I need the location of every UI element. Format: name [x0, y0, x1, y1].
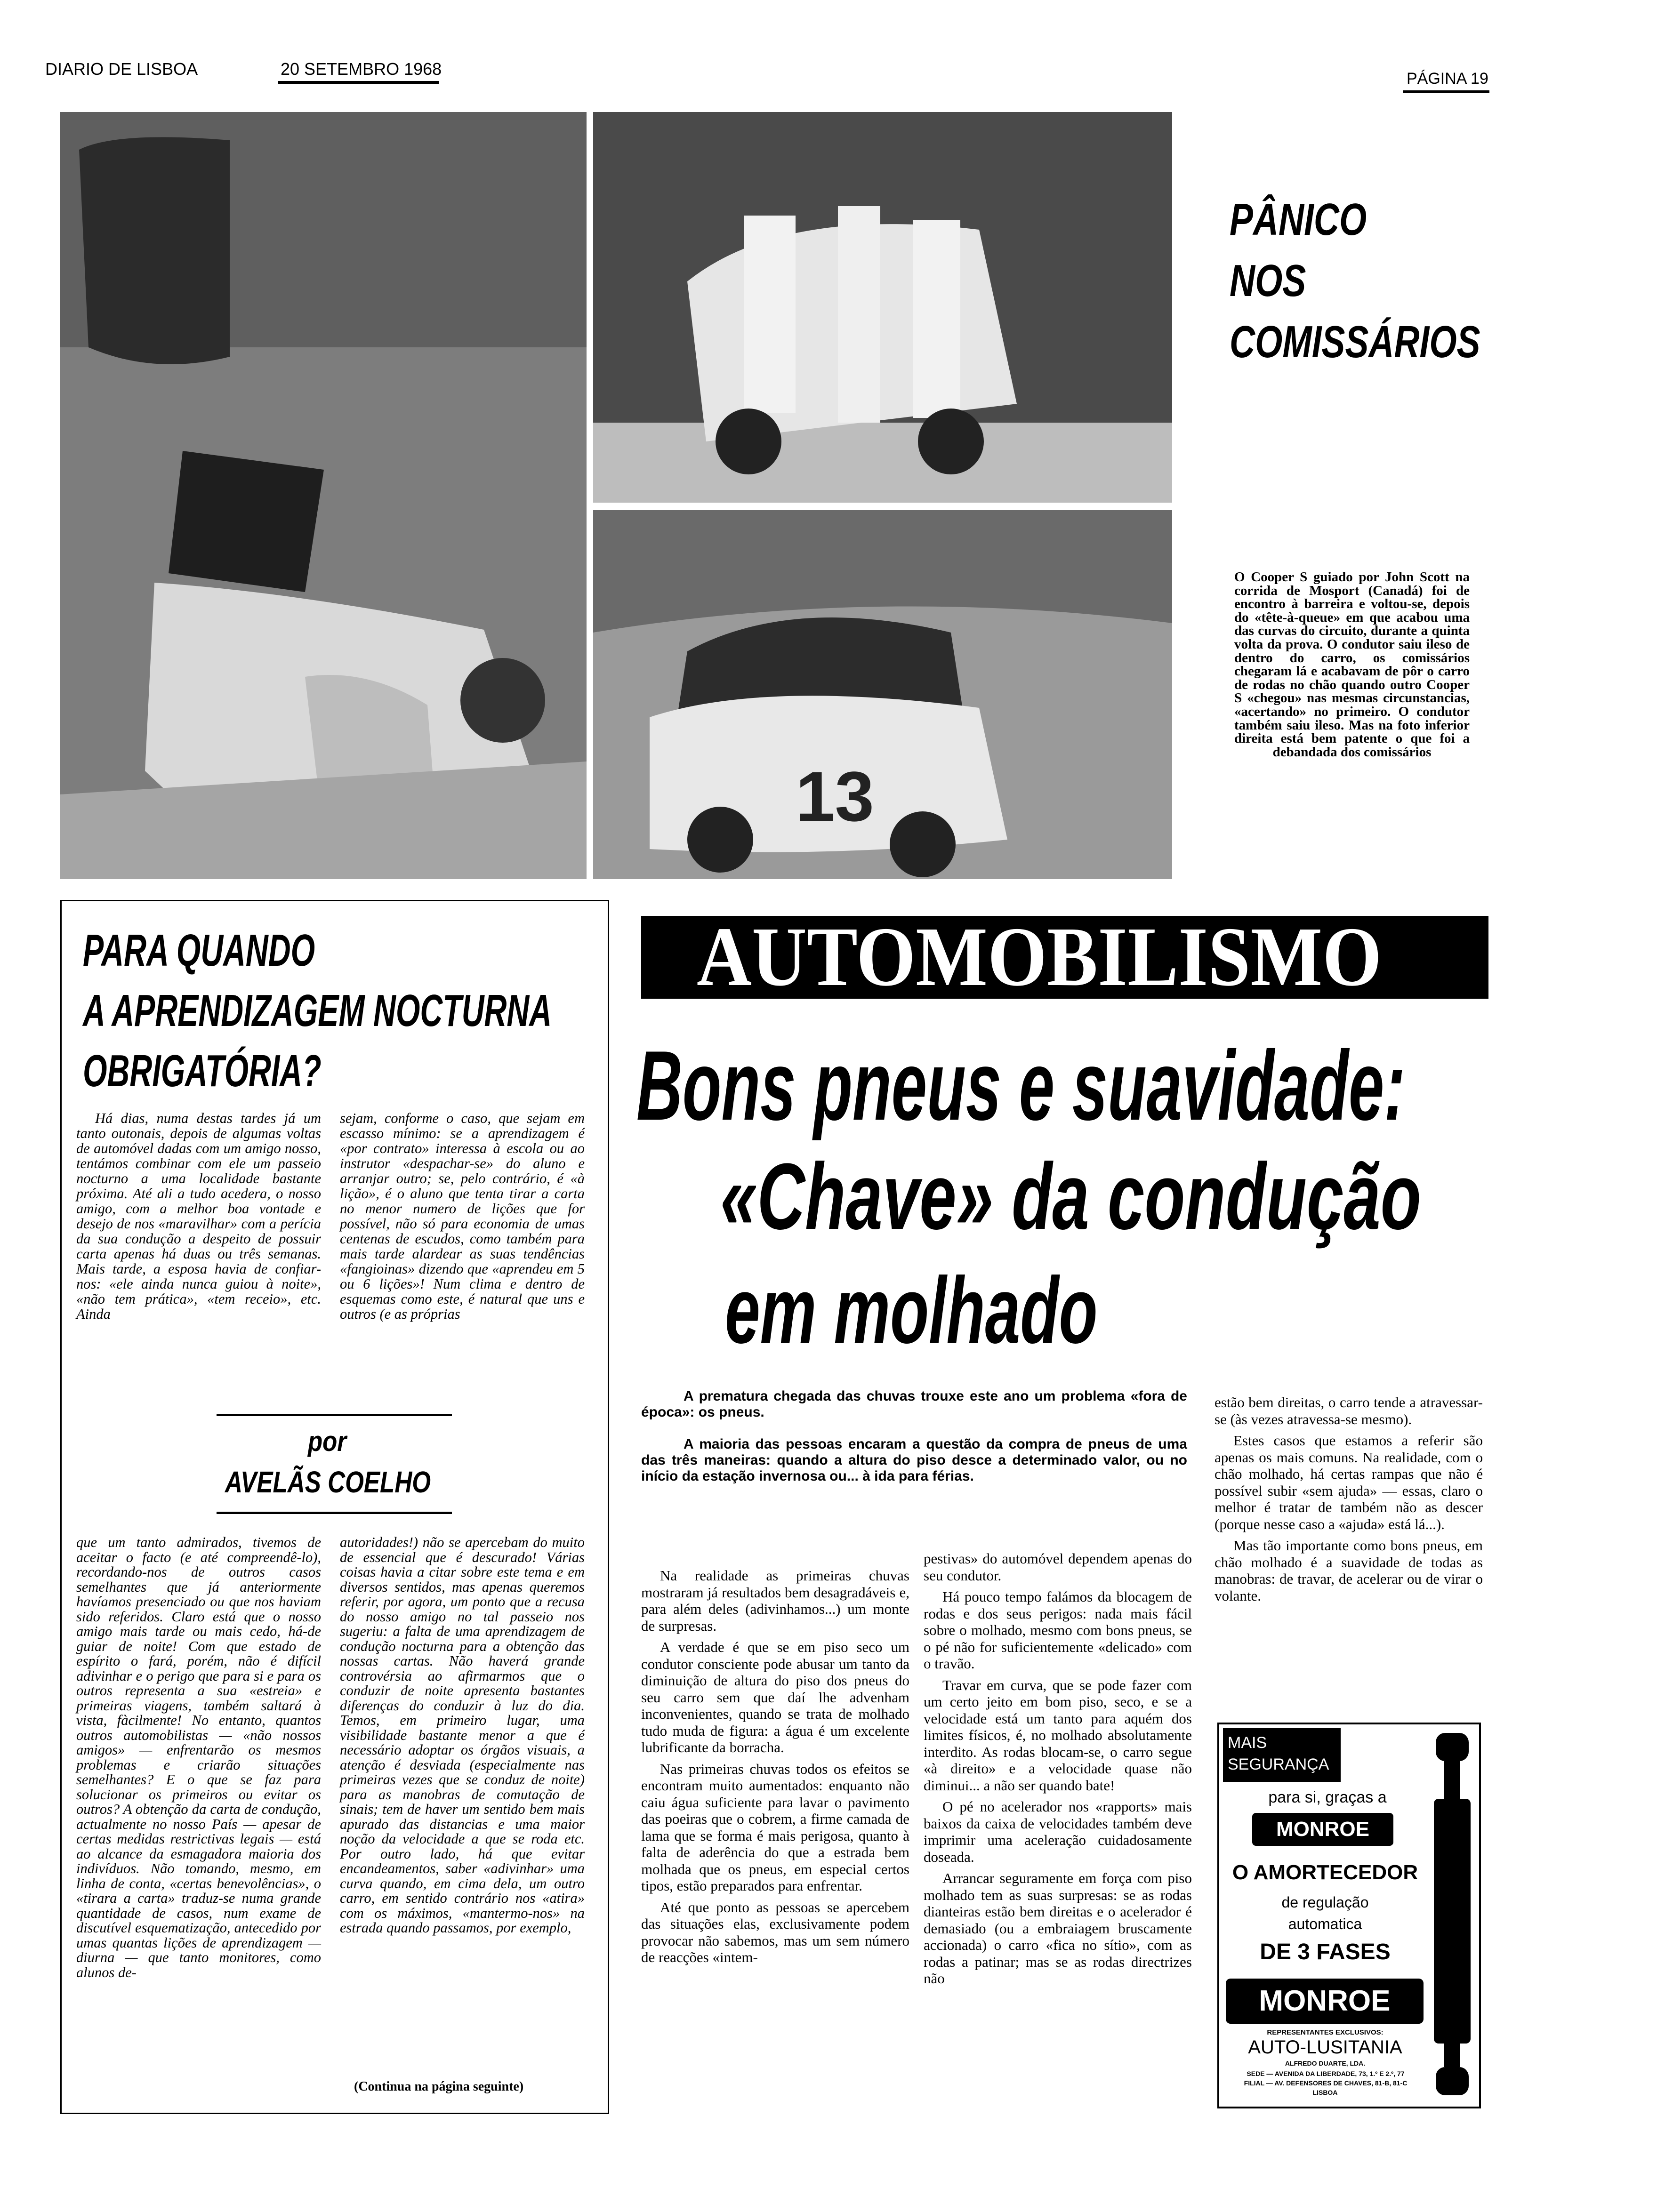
left-article-col1-top: Há dias, numa destas tardes já um tanto outonais, depois de algumas voltas de automóvel dadas com um amigo nosso, tentámos combinar com ele um passeio nocturno a uma localidade bastante próxima. Até ali a tudo acedera, o nosso amigo, com a melhor boa vontade e desejo de nos «maravilhar» com a perícia da sua condução a despeito de possuir carta apenas há duas ou três semanas. Mais tarde, a esposa havia de confiar-nos: «ele ainda nunca guiou à noite», «não tem prática», «tem receio», etc. Ainda [76, 1110, 321, 1322]
advert-brand-small-text: MONROE [1276, 1818, 1369, 1841]
svg-text:13: 13 [796, 757, 874, 836]
byline-rule-bottom [217, 1512, 452, 1514]
col1-paragraph-2: A verdade é que se em piso seco um condutor consciente pode abusar um tanto da diminuição de altura do piso dos pneus do seu carro sem que daí lhe advenham inconvenientes, quando se trata de molhado tudo muda de figura: a água é um excelente lubrificante da borracha. [641, 1639, 909, 1755]
left-article-col1-bottom: que um tanto admirados, tivemos de aceitar o facto (e até compreendê-lo), recordando-nos de outros casos semelhantes que já anteriormente havíamos presenciado ou que nos haviam sido referidos. Claro está que o nosso amigo mais tarde ou mais cedo, há-de guiar de noite! Com que estado de espírito o fará, porém, não é difícil adivinhar e o perigo que para si e para os outros representa a sua «estreia» e primeiras viagens, também saltará à vista, fàcilmente! No entanto, quantos outros automobilistas — «não nossos amigos» — enfrentarão os mesmos problemas e criarão situações semelhantes? E o que se faz para solucionar os primeiros ou evitar os outros? A obtenção da carta de condução, actualmente no nosso País — apesar de certas medidas restrictivas legais — está ao alcance da esmagadora maioria dos indivíduos. Não tomando, mesmo, em linha de conta, «certas benevolências», o «tirara a carta» traduz-se numa grande quantidade de casos, num exame de discutível esquematização, antecedido por umas quantas lições de aprendizagem — diurna — que tanto monitores, como alunos de- [76, 1534, 321, 1980]
monroe-advert [1217, 1723, 1481, 2108]
byline-rule-top [217, 1414, 452, 1416]
main-article-col3 [1215, 1394, 1483, 1604]
advert-line-seguranca: SEGURANÇA [1228, 1755, 1329, 1773]
col2-paragraph-4: O pé no acelerador nos «rapports» mais baixos da caixa de velocidades também deve imprimir uma aceleração cuidadosamente doseada. [924, 1798, 1192, 1865]
left-headline-line-3: OBRIGATÓRIA? [83, 1046, 322, 1096]
left-article-col2-top: sejam, conforme o caso, que sejam em escasso mínimo: se a aprendizagem é «por contrato» interessa à escola ou ao instrutor «despachar-se» do aluno e arranjar outro; se, pelo contrário, é «à lição», é o aluno que tenta tirar a carta no menor numero de lições que for possível, não só para economia de umas centenas de escudos, como também para mais tarde alardear as suas tendências «fangioinas» dizendo que «aprendeu em 5 ou 6 lições»! Num clima e dentro de esquemas como este, é natural que uns e outros (e as próprias [340, 1110, 585, 1322]
byline-por: por [308, 1426, 347, 1457]
left-headline-line-1: PARA QUANDO [83, 925, 315, 976]
left-headline-line-2: A APRENDIZAGEM NOCTURNA [83, 986, 552, 1036]
date-underline [278, 81, 439, 84]
main-article-col1 [641, 1567, 909, 1966]
col3-paragraph-1: estão bem direitas, o carro tende a atravessar-se (às vezes atravessa-se mesmo). [1215, 1394, 1483, 1427]
col3-paragraph-2: Estes casos que estamos a referir são apenas os mais comuns. Na realidade, com o chão molhado, há certas rampas que não é possível subir «sem ajuda» — essas, claro o melhor é tratar de também não as descer (porque nesse caso a «ajuda» está lá...). [1215, 1432, 1483, 1532]
continued-note: (Continua na página seguinte) [354, 2079, 524, 2094]
advert-representatives: REPRESENTANTES EXCLUSIVOS: [1267, 2028, 1384, 2036]
advert-city: LISBOA [1312, 2089, 1338, 2096]
advert-line-automatica: automatica [1288, 1915, 1362, 1932]
photo-story-title [1230, 189, 1521, 373]
advert-address-2: FILIAL — AV. DEFENSORES DE CHAVES, 81-B, 81-C [1244, 2079, 1408, 2087]
advert-brand-small [1252, 1813, 1393, 1846]
page-number: PÁGINA 19 [1407, 70, 1488, 88]
photo-title-line-2: NOS [1230, 256, 1306, 306]
lead-paragraph-2: A maioria das pessoas encaram a questão da compra de pneus de uma das três maneiras: quando a altura do piso desce a determinado valor, ou no início da estação invernosa ou... à ida para férias. [641, 1436, 1187, 1484]
photo-overturned-car-closeup [60, 112, 587, 879]
photo-car-with-marshals [593, 112, 1172, 503]
advert-line-3-fases: DE 3 FASES [1260, 1940, 1391, 1964]
page-number-underline [1403, 90, 1489, 93]
col2-paragraph-3: Travar em curva, que se pode fazer com um certo jeito em bom piso, seco, e se a velocidade está um tanto para aquém dos limites físicos, é, no molhado absolutamente interdito. As rodas blocam-se, o carro segue «à direito» e a velocidade quase não diminui... a não ser quando bate! [924, 1676, 1192, 1794]
advert-line-amortecedor: O AMORTECEDOR [1232, 1861, 1418, 1884]
advert-brand-big-text: MONROE [1259, 1985, 1391, 2017]
advert-line-para-si: para si, graças a [1268, 1788, 1387, 1806]
col2-paragraph-2: Há pouco tempo falámos da blocagem de rodas e dos seus perigos: nada mais fácil sobre o molhado, mesmo com bons pneus, se o pé não for suficientemente «delicado» com o travão. [924, 1588, 1192, 1672]
advert-company: AUTO-LUSITANIA [1248, 2037, 1402, 2058]
col1-paragraph-3: Nas primeiras chuvas todos os efeitos se encontram muito aumentados: enquanto não caiu água suficiente para lavar o pavimento das poeiras que o cobrem, a firme camada de lama que se forma é mais perigosa, quanto à falta de aderência do que a estrada bem molhada que os pneus, em especial certos tipos, estão preparados para enfrentar. [641, 1760, 909, 1894]
main-article-col2 [924, 1550, 1192, 1987]
shock-absorber-illustration [1431, 1733, 1473, 2100]
advert-address-1: SEDE — AVENIDA DA LIBERDADE, 73, 1.º E 2.º, 77 [1247, 2070, 1405, 2077]
advert-company-sub: ALFREDO DUARTE, LDA. [1285, 2060, 1366, 2067]
left-article-col2-bottom: autoridades!) não se apercebam do muito de essencial que é descurado! Várias coisas havia a citar sobre este tema e em diversos sentidos, mas apenas queremos referir, por agora, um ponto que a recusa do nosso amigo no tal passeio nos sugeriu: a falta de uma aprendizagem de condução nocturna para a obtenção das nossas cartas. Não haverá grande controvérsia ao afirmarmos que o conduzir de noite apresenta bastantes diferenças do conduzir à luz do dia. Temos, em primeiro lugar, uma visibilidade bastante menor a que é necessário adoptar os órgãos visuais, a atenção é desviada (especialmente nas primeiras vezes que se conduz de noite) para as manobras de comutação de sinais; tem de haver um sentido bem mais apurado das distancias e uma maior noção da velocidade a que se roda etc. Por outro lado, há que evitar encandeamentos, saber «adivinhar» uma curva quando, em cima dela, um outro carro, em sentido contrário nos «atira» com os máximos, «mantermo-nos» na estrada quando passamos, por exemplo, [340, 1534, 585, 1936]
newspaper-name: DIARIO DE LISBOA [45, 59, 198, 79]
photo-second-cooper-crash [593, 510, 1172, 879]
main-headline-line-1: Bons pneus e suavidade: [636, 1030, 1406, 1141]
section-banner-title: AUTOMOBILISMO [697, 910, 1382, 1003]
col2-paragraph-5: Arrancar seguramente em força com piso molhado tem as suas surpresas: se as rodas dianteiras estão bem direitas e o acelerador é demasiado (ou a embraiagem bruscamente accionada) o carro «fica no sítio», com as rodas a patinar; mas se as rodas directrizes não [924, 1870, 1192, 1987]
byline-author: AVELÃS COELHO [225, 1465, 431, 1499]
advert-headline-box [1223, 1728, 1341, 1782]
col1-paragraph-4: Até que ponto as pessoas se apercebem das situações elas, exclusivamente podem provocar não sabemos, mas um sem número de reacções «intem- [641, 1899, 909, 1965]
left-article-headline [83, 921, 601, 1101]
lead-paragraph-1: A prematura chegada das chuvas trouxe este ano um problema «fora de época»: os pneus. [641, 1388, 1187, 1420]
col2-paragraph-1: pestivas» do automóvel dependem apenas do seu condutor. [924, 1550, 1192, 1584]
main-headline-line-3: em molhado [725, 1258, 1098, 1363]
advert-line-mais: MAIS [1228, 1734, 1267, 1752]
advert-line-regulacao: de regulação [1281, 1894, 1369, 1911]
col3-paragraph-3: Mas tão importante como bons pneus, em chão molhado é a suavidade de todas as manobras: de travar, de acelerar ou de virar o volante. [1215, 1537, 1483, 1604]
photo-caption: O Cooper S guiado por John Scott na corrida de Mosport (Canadá) foi de encontro à barreira e voltou-se, depois do «tête-à-queue» em que acabou uma das curvas do circuito, durante a quinta volta da prova. O condutor saiu ileso de dentro do carro, os comissários chegaram lá e acabavam de pôr o carro de rodas no chão quando outro Cooper S «chegou» nas mesmas circunstancias, «acertando» no primeiro. O condutor também saiu ileso. Mas na foto inferior direita está bem patente o que foi a debandada dos comissários [1234, 569, 1470, 760]
photo-title-line-3: COMISSÁRIOS [1230, 317, 1480, 367]
issue-date: 20 SETEMBRO 1968 [281, 59, 442, 79]
photo-title-line-1: PÂNICO [1230, 194, 1367, 245]
advert-brand-big [1226, 1979, 1424, 2024]
main-headline-line-2: «Chave» da condução [720, 1144, 1421, 1249]
col1-paragraph-1: Na realidade as primeiras chuvas mostraram já resultados bem desagradáveis e, para além deles (adivinhamos...) um monte de surpresas. [641, 1567, 909, 1634]
